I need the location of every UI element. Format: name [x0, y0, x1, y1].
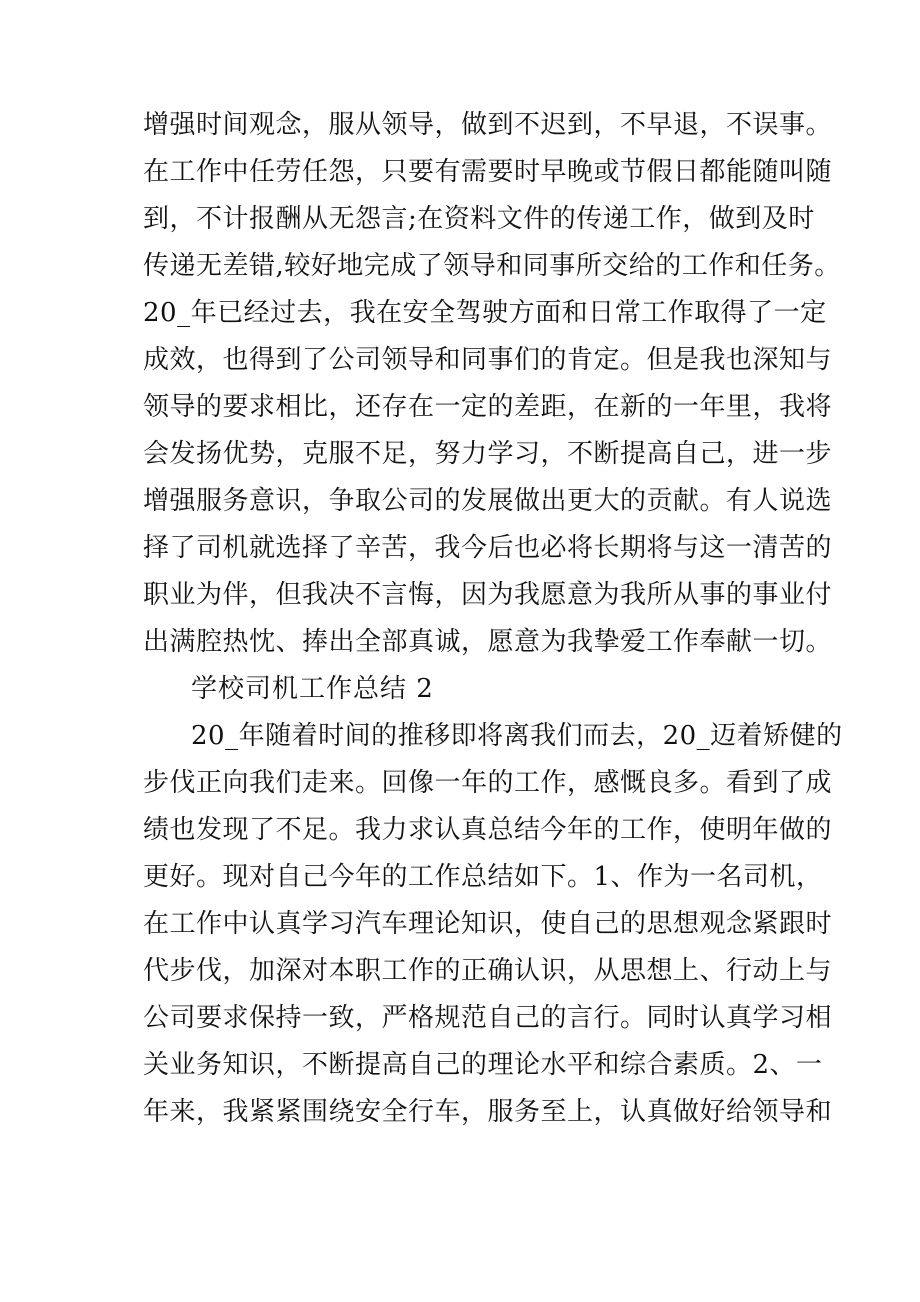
para1-line: 增强时间观念，服从领导，做到不迟到，不早退，不误事。	[143, 110, 833, 140]
para1-line: 成效，也得到了公司领导和同事们的肯定。但是我也深知与	[143, 345, 833, 375]
section-heading: 学校司机工作总结 2	[191, 674, 434, 704]
para1-line: 会发扬优势，克服不足，努力学习，不断提高自己，进一步	[143, 439, 833, 469]
para2-line: 步伐正向我们走来。回像一年的工作，感慨良多。看到了成	[143, 768, 833, 798]
para1-line: 在工作中任劳任怨，只要有需要时早晚或节假日都能随叫随	[143, 157, 833, 187]
para1-line: 择了司机就选择了辛苦，我今后也必将长期将与这一清苦的	[143, 533, 833, 563]
para1-line: 职业为伴，但我决不言悔，因为我愿意为我所从事的事业付	[143, 580, 833, 610]
para2-line: 关业务知识，不断提高自己的理论水平和综合素质。2、一	[143, 1050, 823, 1080]
para2-line: 20_年随着时间的推移即将离我们而去，20_迈着矫健的	[191, 721, 843, 751]
para2-line: 绩也发现了不足。我力求认真总结今年的工作，使明年做的	[143, 815, 833, 845]
document-body	[143, 102, 843, 1136]
para2-line: 年来，我紧紧围绕安全行车，服务至上，认真做好给领导和	[143, 1097, 833, 1127]
para2-line: 公司要求保持一致，严格规范自己的言行。同时认真学习相	[143, 1003, 833, 1033]
para2-line: 更好。现对自己今年的工作总结如下。1、作为一名司机，	[143, 862, 823, 892]
para1-line: 领导的要求相比，还存在一定的差距，在新的一年里，我将	[143, 392, 833, 422]
para1-line: 传递无差错,较好地完成了领导和同事所交给的工作和任务。	[143, 251, 841, 281]
para2-line: 代步伐，加深对本职工作的正确认识，从思想上、行动上与	[143, 956, 833, 986]
para1-line: 出满腔热忱、捧出全部真诚，愿意为我挚爱工作奉献一切。	[143, 627, 833, 657]
para2-line: 在工作中认真学习汽车理论知识，使自己的思想观念紧跟时	[143, 909, 833, 939]
para1-line: 到，不计报酬从无怨言;在资料文件的传递工作，做到及时	[143, 204, 815, 234]
para1-line: 20_年已经过去，我在安全驾驶方面和日常工作取得了一定	[143, 298, 827, 328]
para1-line: 增强服务意识，争取公司的发展做出更大的贡献。有人说选	[143, 486, 833, 516]
